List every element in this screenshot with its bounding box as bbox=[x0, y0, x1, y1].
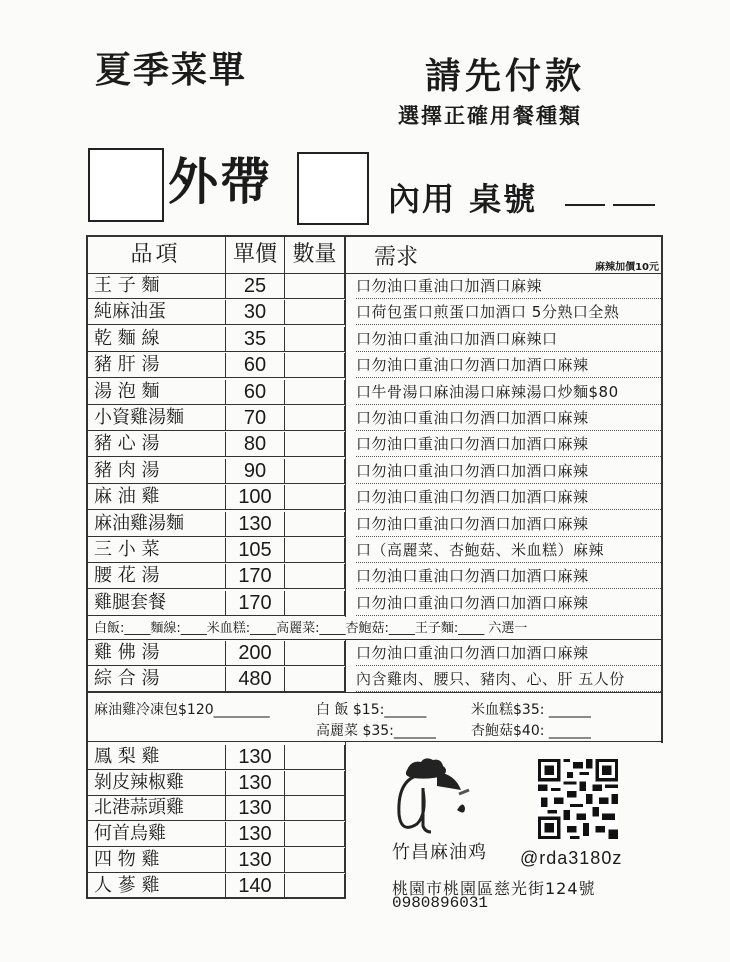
item-name bbox=[86, 327, 225, 352]
quantity-field[interactable] bbox=[285, 406, 345, 431]
item-name-text: 腰 花 湯 bbox=[94, 565, 160, 587]
item-name bbox=[86, 564, 225, 589]
request-options[interactable]: 口荷包蛋口煎蛋口加酒口 5分熟口全熟 bbox=[356, 300, 661, 325]
table-row bbox=[86, 591, 663, 616]
header-request-label: 需求 bbox=[374, 245, 419, 270]
item-name bbox=[86, 745, 225, 770]
item-name bbox=[86, 274, 225, 299]
item-price: 480 bbox=[225, 667, 285, 692]
item-name bbox=[86, 874, 225, 899]
item-name-text: 剝皮辣椒雞 bbox=[94, 771, 184, 793]
dine-in-label: 內用 桌號 bbox=[388, 180, 538, 218]
header-price: 單價 bbox=[225, 236, 285, 274]
request-options[interactable]: 口勿油口重油口加酒口麻辣 bbox=[356, 274, 661, 299]
request-options[interactable]: 口勿油口重油口加酒口麻辣口 bbox=[356, 327, 661, 352]
quantity-field[interactable] bbox=[285, 459, 345, 484]
item-name bbox=[86, 641, 225, 666]
item-price: 130 bbox=[225, 512, 285, 537]
item-price: 70 bbox=[225, 406, 285, 431]
table-row bbox=[86, 432, 663, 457]
item-price: 25 bbox=[225, 274, 285, 299]
item-name-text: 人 蔘 雞 bbox=[94, 874, 160, 896]
header-request bbox=[345, 236, 663, 274]
item-price: 35 bbox=[225, 327, 285, 352]
quantity-field[interactable] bbox=[285, 274, 345, 299]
quantity-field[interactable] bbox=[285, 353, 345, 378]
cabbage-addon-field[interactable]: 高麗菜 $35:______ bbox=[316, 723, 436, 739]
item-name bbox=[86, 538, 225, 563]
chicken-section-divider bbox=[345, 742, 346, 897]
item-price: 130 bbox=[225, 745, 285, 770]
takeout-checkbox[interactable] bbox=[88, 148, 164, 222]
item-name-text: 綜 合 湯 bbox=[94, 667, 160, 689]
quantity-field[interactable] bbox=[285, 771, 345, 796]
table-row bbox=[86, 564, 663, 589]
frozen-pack-section bbox=[86, 692, 663, 742]
set-choice-notice: 白飯:____麵線:____米血糕:____高麗菜:____杏鮑菇:____王子麵:____ 六選一 bbox=[86, 618, 663, 640]
item-price: 170 bbox=[225, 591, 285, 616]
item-price: 130 bbox=[225, 796, 285, 821]
request-options[interactable]: 口牛骨湯口麻油湯口麻辣湯口炒麵$80 bbox=[356, 380, 661, 405]
item-name-text: 雞 佛 湯 bbox=[94, 642, 160, 663]
item-name bbox=[86, 380, 225, 405]
item-name bbox=[86, 300, 225, 325]
rice-addon-field[interactable]: 白 飯 $15:______ bbox=[316, 702, 427, 718]
item-name-text: 何首烏雞 bbox=[94, 823, 166, 845]
table-row bbox=[86, 327, 663, 352]
item-name bbox=[86, 822, 225, 847]
item-name-text: 北港蒜頭雞 bbox=[94, 797, 184, 819]
table-number-field[interactable] bbox=[565, 204, 655, 206]
item-name-text: 豬 肝 湯 bbox=[94, 354, 160, 376]
item-price: 100 bbox=[225, 485, 285, 510]
table-row bbox=[86, 274, 663, 299]
rice-cake-addon-field[interactable]: 米血糕$35: ______ bbox=[471, 702, 591, 718]
request-options[interactable]: 口（高麗菜、杏鮑菇、米血糕）麻辣 bbox=[356, 538, 661, 563]
phone-number: 0980896031 bbox=[392, 894, 489, 912]
table-row bbox=[86, 459, 663, 484]
request-options[interactable]: 口勿油口重油口勿酒口加酒口麻辣 bbox=[356, 564, 661, 589]
item-price: 80 bbox=[225, 432, 285, 457]
item-name bbox=[86, 848, 225, 873]
table-row bbox=[86, 485, 663, 510]
quantity-field[interactable] bbox=[285, 512, 345, 537]
item-name bbox=[86, 459, 225, 484]
item-price: 90 bbox=[225, 459, 285, 484]
soup-request-divider bbox=[345, 640, 346, 692]
table-row bbox=[86, 641, 663, 666]
quantity-field[interactable] bbox=[285, 564, 345, 589]
takeout-label: 外帶 bbox=[168, 153, 272, 211]
item-price: 140 bbox=[225, 874, 285, 899]
item-name bbox=[86, 432, 225, 457]
line-id: @rda3180z bbox=[520, 848, 623, 868]
item-name bbox=[86, 591, 225, 616]
dine-in-checkbox[interactable] bbox=[297, 152, 369, 225]
table-row bbox=[86, 353, 663, 378]
spicy-surcharge-note: 麻辣加價10元 bbox=[595, 262, 659, 273]
mushroom-addon-field[interactable]: 杏鮑菇$40: ______ bbox=[471, 723, 591, 739]
item-name-text: 豬 心 湯 bbox=[94, 433, 160, 455]
item-name bbox=[86, 353, 225, 378]
item-price: 60 bbox=[225, 353, 285, 378]
header-item: 品項 bbox=[86, 236, 225, 274]
shop-name: 竹昌麻油鸡 bbox=[392, 842, 487, 863]
item-price: 200 bbox=[225, 641, 285, 666]
request-options[interactable]: 口勿油口重油口勿酒口加酒口麻辣 bbox=[356, 432, 661, 457]
quantity-field[interactable] bbox=[285, 848, 345, 873]
item-name bbox=[86, 485, 225, 510]
quantity-field[interactable] bbox=[285, 538, 345, 563]
item-name-text: 湯 泡 麵 bbox=[94, 380, 160, 402]
item-price: 130 bbox=[225, 822, 285, 847]
item-price: 30 bbox=[225, 300, 285, 325]
quantity-field[interactable] bbox=[285, 380, 345, 405]
item-name-text: 麻 油 雞 bbox=[94, 486, 160, 508]
item-name-text: 乾 麵 線 bbox=[94, 327, 160, 349]
request-options[interactable]: 口勿油口重油口勿酒口加酒口麻辣 bbox=[356, 406, 661, 431]
item-name bbox=[86, 796, 225, 821]
quantity-field[interactable] bbox=[285, 641, 345, 666]
table-row bbox=[86, 512, 663, 537]
item-name-text: 純麻油蛋 bbox=[94, 301, 166, 323]
request-options[interactable]: 口勿油口重油口勿酒口加酒口麻辣 bbox=[356, 591, 661, 616]
item-price: 130 bbox=[225, 848, 285, 873]
request-options[interactable]: 內含雞肉、腰只、豬肉、心、肝 五人份 bbox=[356, 667, 661, 692]
request-options[interactable]: 口勿油口重油口勿酒口加酒口麻辣 bbox=[356, 353, 661, 378]
quantity-field[interactable] bbox=[285, 485, 345, 510]
item-price: 60 bbox=[225, 380, 285, 405]
item-name-text: 豬 肉 湯 bbox=[94, 459, 160, 481]
item-name-text: 麻油雞湯麵 bbox=[94, 512, 184, 534]
quantity-field[interactable] bbox=[285, 796, 345, 821]
item-name-text: 王 子 麵 bbox=[94, 275, 160, 296]
frozen-pack-field[interactable]: 麻油雞冷凍包$120________ bbox=[94, 702, 270, 718]
table-row bbox=[86, 380, 663, 405]
item-name-text: 鳳 梨 雞 bbox=[94, 746, 160, 767]
item-name-text: 雞腿套餐 bbox=[94, 591, 166, 613]
item-name-text: 小資雞湯麵 bbox=[94, 407, 184, 428]
menu-title: 夏季菜單 bbox=[95, 50, 248, 91]
item-name-text: 四 物 雞 bbox=[94, 848, 160, 870]
quantity-field[interactable] bbox=[285, 327, 345, 352]
item-price: 130 bbox=[225, 771, 285, 796]
table-row bbox=[86, 406, 663, 431]
quantity-field[interactable] bbox=[285, 591, 345, 616]
address: 桃園市桃園區慈光街124號 bbox=[392, 879, 596, 898]
item-name bbox=[86, 667, 225, 692]
item-name-text: 三 小 菜 bbox=[94, 539, 160, 560]
quantity-field[interactable] bbox=[285, 432, 345, 457]
choose-dining-type: 選擇正確用餐種類 bbox=[398, 104, 582, 128]
item-price: 170 bbox=[225, 564, 285, 589]
request-options[interactable]: 口勿油口重油口勿酒口加酒口麻辣 bbox=[356, 485, 661, 510]
quantity-field[interactable] bbox=[285, 745, 345, 770]
rooster-logo-icon bbox=[385, 752, 485, 842]
pay-first-notice: 請先付款 bbox=[425, 56, 586, 97]
table-bottom-border bbox=[86, 897, 346, 899]
qr-code-icon[interactable] bbox=[538, 759, 618, 839]
table-row bbox=[86, 300, 663, 325]
table-row bbox=[86, 667, 663, 692]
quantity-field[interactable] bbox=[285, 667, 345, 692]
request-options[interactable]: 口勿油口重油口勿酒口加酒口麻辣 bbox=[356, 641, 661, 666]
header-qty: 數量 bbox=[285, 236, 345, 274]
quantity-field[interactable] bbox=[285, 300, 345, 325]
request-options[interactable]: 口勿油口重油口勿酒口加酒口麻辣 bbox=[356, 512, 661, 537]
table-row bbox=[86, 538, 663, 563]
item-price: 105 bbox=[225, 538, 285, 563]
quantity-field[interactable] bbox=[285, 822, 345, 847]
item-name bbox=[86, 512, 225, 537]
item-name bbox=[86, 406, 225, 431]
quantity-field[interactable] bbox=[285, 874, 345, 899]
request-options[interactable]: 口勿油口重油口勿酒口加酒口麻辣 bbox=[356, 459, 661, 484]
item-name bbox=[86, 771, 225, 796]
